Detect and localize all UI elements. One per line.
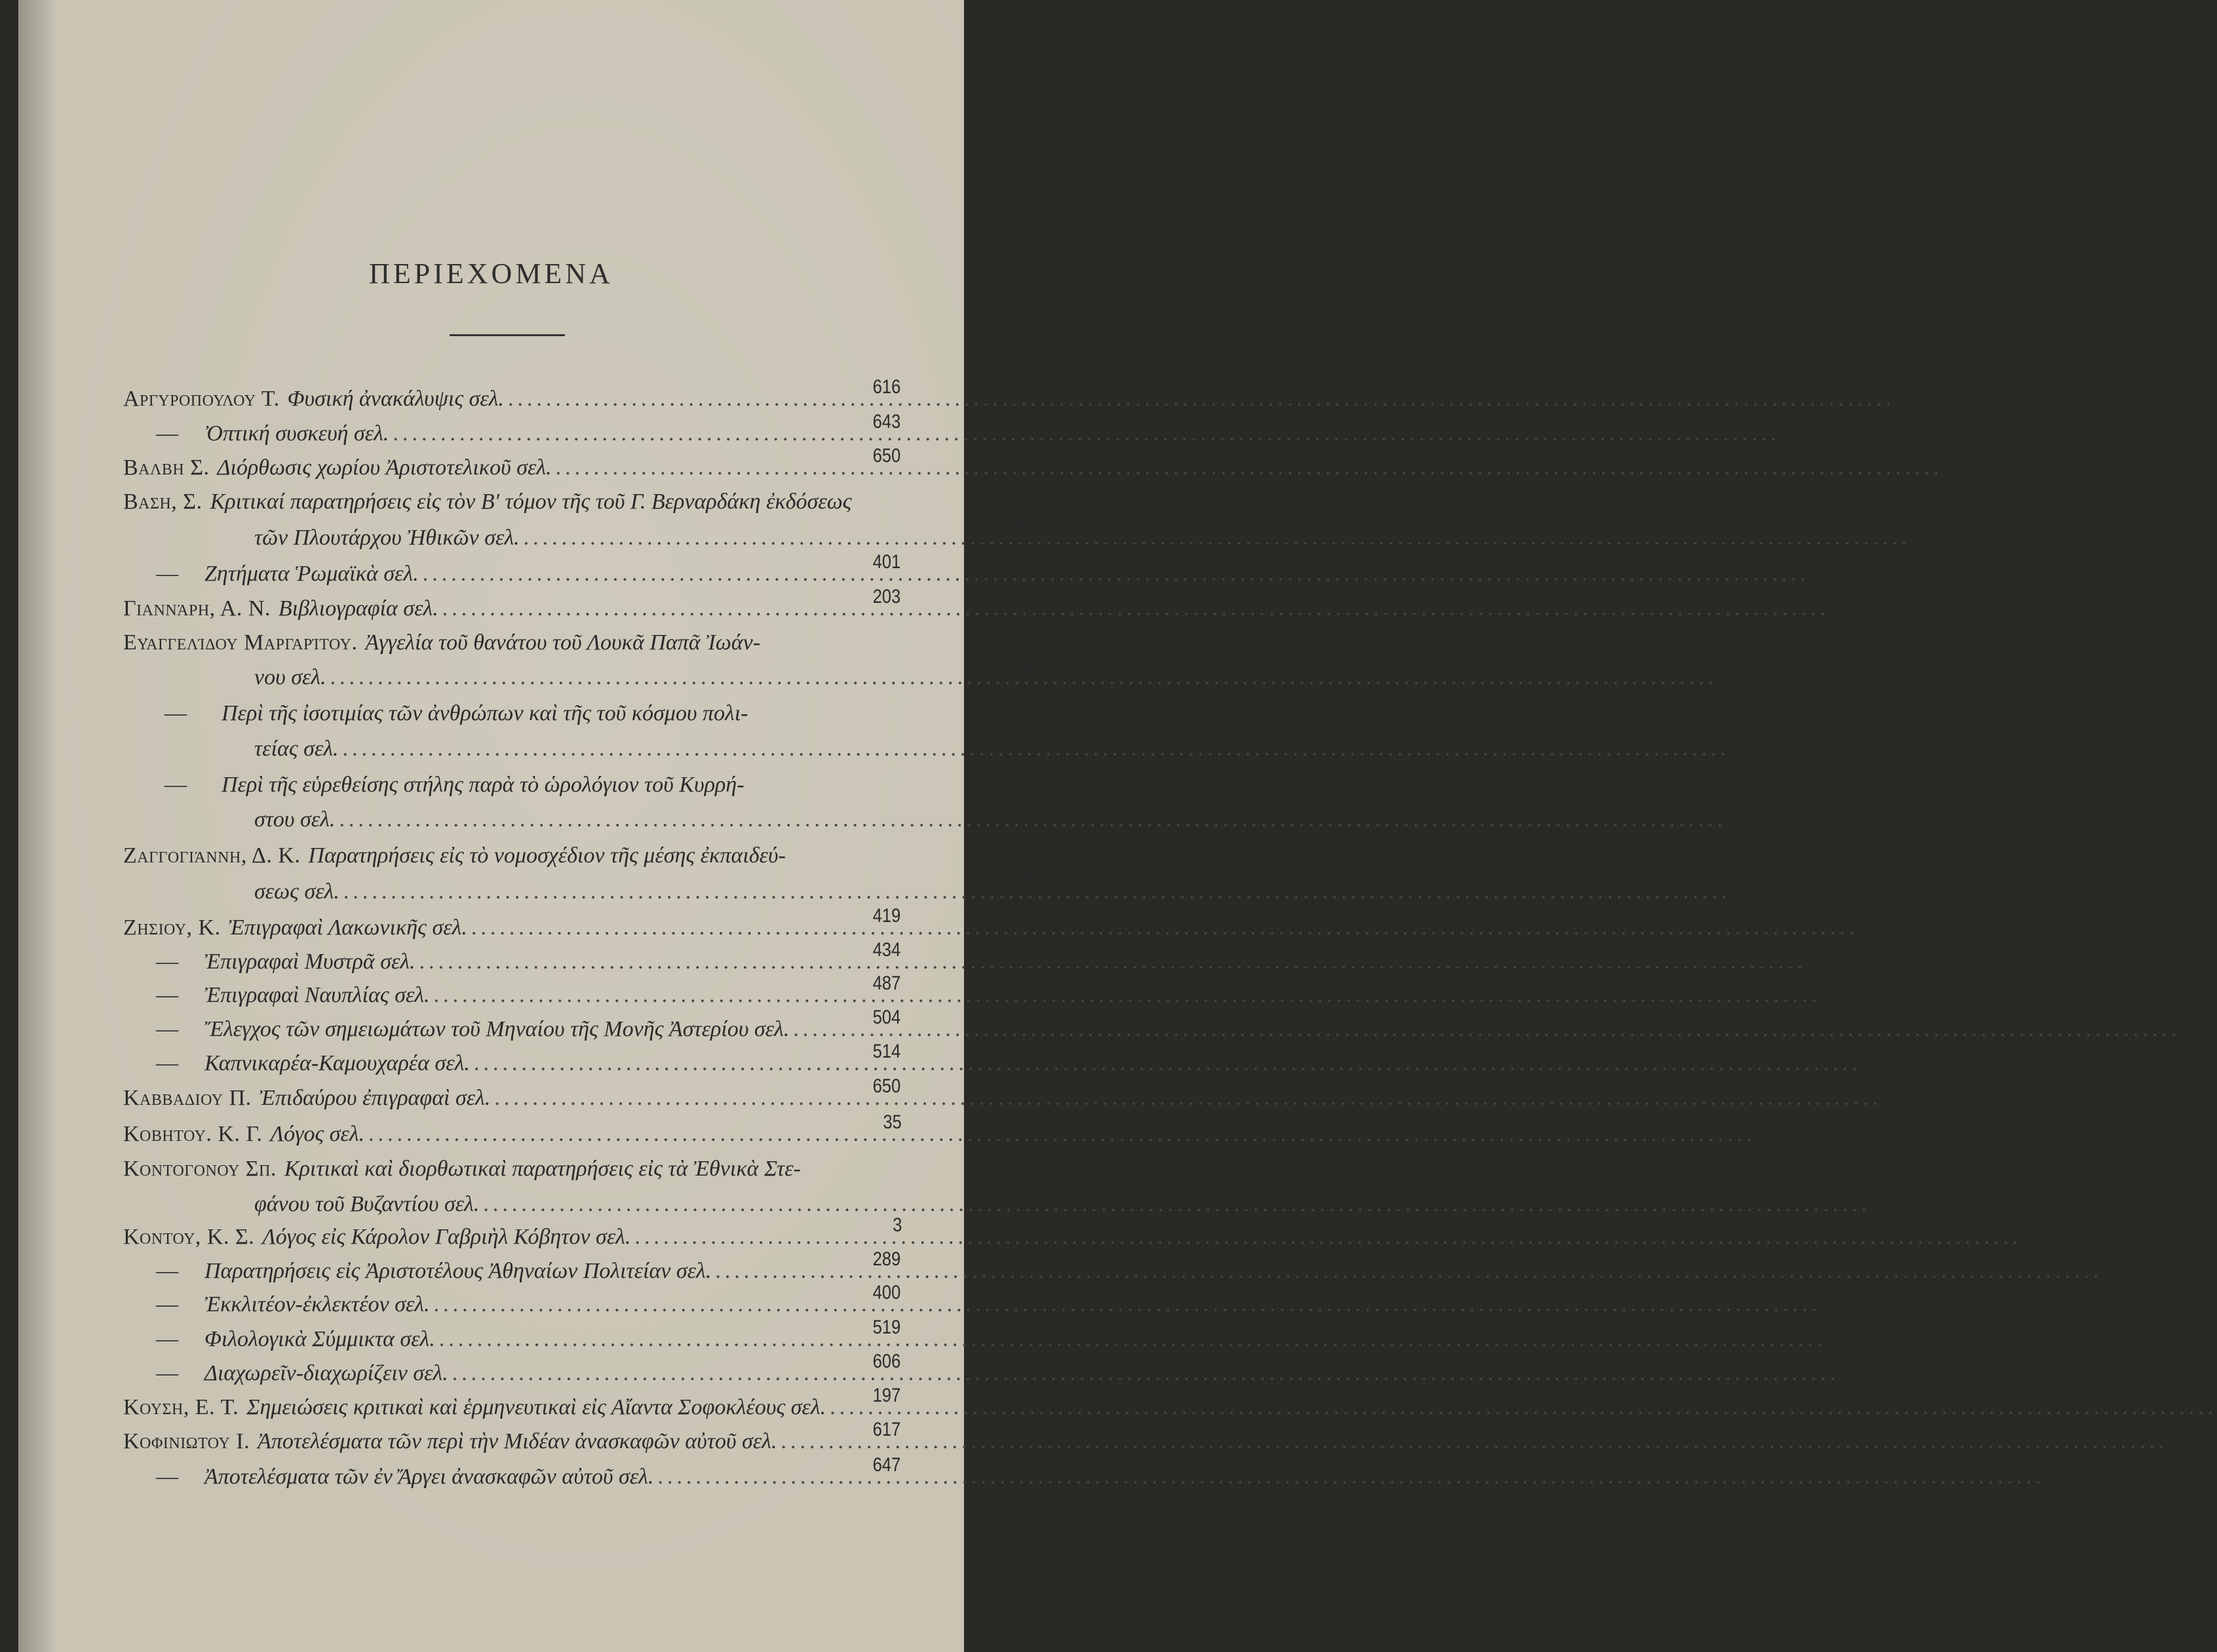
toc-entry xyxy=(123,1181,1032,1221)
leader-dots xyxy=(439,1322,1826,1356)
toc-entry xyxy=(123,726,1032,766)
entry-author: Κοντου, Κ. Σ. xyxy=(123,1225,255,1249)
leader-dots xyxy=(524,521,1911,555)
toc-entry xyxy=(123,626,877,660)
leader-dots xyxy=(634,1220,2022,1254)
entry-author: Βαλβη Σ. xyxy=(123,455,210,480)
entry-page-number: 650 xyxy=(872,445,901,467)
entry-page-number: 606 xyxy=(872,1351,901,1372)
entry-title: Ἐπιγραφαὶ Λακωνικῆς σελ. xyxy=(228,915,467,940)
entry-page-number: 662 xyxy=(1003,797,1032,818)
entry-title: Ἀγγελία τοῦ θανάτου τοῦ Λουκᾶ Παπᾶ Ἰωάν- xyxy=(365,630,761,655)
leader-dots xyxy=(781,1425,2169,1459)
leader-dots xyxy=(423,557,1810,591)
toc-entry xyxy=(123,768,877,802)
entry-page-number: 203 xyxy=(872,586,901,607)
entry-page-number: 400 xyxy=(872,1282,901,1303)
leader-dots xyxy=(442,592,1830,626)
entry-author: Καββαδιου Π. xyxy=(123,1086,252,1110)
entry-page-number: 419 xyxy=(872,905,901,927)
entry-author: Κοβητου. Κ. Γ. xyxy=(123,1122,263,1146)
leader-dots xyxy=(658,1460,2045,1494)
entry-title: Καπνικαρέα-Καμουχαρέα σελ. xyxy=(204,1051,470,1075)
entry-title: Περὶ τῆς εὑρεθείσης στήλης παρὰ τὸ ὡρολόγιον τοῦ Κυρρή- xyxy=(222,773,744,797)
ditto-dash: — xyxy=(164,701,187,725)
entry-title: Διόρθωσις χωρίου Ἀριστοτελικοῦ σελ. xyxy=(217,455,552,480)
entry-title: Κριτικαὶ καὶ διορθωτικαὶ παρατηρήσεις εἰς τὰ Ἐθνικὰ Στε- xyxy=(284,1157,801,1181)
leader-dots xyxy=(434,978,1821,1012)
toc-entry xyxy=(123,797,1032,837)
entry-title: Ἐπιδαύρου ἐπιγραφαὶ σελ. xyxy=(259,1086,491,1110)
toc-entry xyxy=(123,1007,901,1047)
ditto-dash: — xyxy=(156,1051,178,1075)
entry-title: τείας σελ. xyxy=(254,737,339,761)
ditto-dash: — xyxy=(156,1361,178,1385)
ditto-dash: — xyxy=(156,983,178,1007)
toc-entry xyxy=(123,1282,901,1322)
ditto-dash: — xyxy=(156,1327,178,1351)
toc-entry xyxy=(123,1111,902,1151)
ditto-dash: — xyxy=(156,950,178,974)
leader-dots xyxy=(339,803,1726,837)
entry-page-number: 647 xyxy=(1003,726,1032,748)
leader-dots xyxy=(715,1254,2102,1288)
leader-dots xyxy=(393,417,1780,451)
entry-page-number: 3 xyxy=(893,1214,902,1236)
leader-dots xyxy=(368,1117,1756,1151)
ditto-dash: — xyxy=(156,421,178,446)
toc-entry xyxy=(123,1351,901,1391)
entry-author: Ζαγγογιάννη, Δ. Κ. xyxy=(123,843,301,868)
toc-entry xyxy=(123,485,877,519)
toc-entry xyxy=(123,972,901,1012)
toc-entry xyxy=(123,1385,901,1425)
entry-title: Σημειώσεις κριτικαὶ καὶ ἑρμηνευτικαὶ εἰς Αἴαντα Σοφοκλέους σελ. xyxy=(246,1395,826,1419)
leader-dots xyxy=(793,1012,2180,1047)
entry-title: Ἔλεγχος τῶν σημειωμάτων τοῦ Μηναίου τῆς Μονῆς Ἀστερίου σελ. xyxy=(204,1017,790,1041)
page-heading: ΠΕΡΙΕΧΟΜΕΝΑ xyxy=(369,258,613,290)
entry-title: Ἐπιγραφαὶ Ναυπλίας σελ. xyxy=(204,983,430,1007)
entry-title: φάνου τοῦ Βυζαντίου σελ. xyxy=(254,1192,480,1216)
ditto-dash: — xyxy=(156,562,178,586)
leader-dots xyxy=(483,1187,1870,1221)
entry-author: Κοντογονου Σπ. xyxy=(123,1157,277,1181)
leader-dots xyxy=(343,875,1731,909)
entry-title: Ἐπιγραφαὶ Μυστρᾶ σελ. xyxy=(204,950,415,974)
entry-author: Βαση, Σ. xyxy=(123,490,202,514)
leader-dots xyxy=(556,451,1943,485)
ditto-dash: — xyxy=(156,1465,178,1489)
ditto-dash: — xyxy=(164,773,187,797)
entry-page-number: 519 xyxy=(872,1316,901,1338)
entry-title: Παρατηρήσεις εἰς Ἀριστοτέλους Ἀθηναίων Πολιτείαν σελ. xyxy=(204,1259,712,1283)
entry-title: Ὀπτική συσκευή σελ. xyxy=(204,421,389,446)
entry-title: τῶν Πλουτάρχου Ἠθικῶν σελ. xyxy=(254,526,520,550)
entry-author: Ζησιου, Κ. xyxy=(123,915,221,940)
entry-page-number: 197 xyxy=(872,1385,901,1406)
toc-entry xyxy=(123,376,901,416)
toc-entry xyxy=(123,1214,902,1254)
book-page xyxy=(18,0,1033,1652)
toc-entry xyxy=(123,1152,877,1186)
entry-page-number: 647 xyxy=(872,1454,901,1476)
toc-entry xyxy=(123,1419,901,1459)
entry-title: Ἐκκλιτέον-ἐκλεκτέον σελ. xyxy=(204,1292,430,1316)
leader-dots xyxy=(830,1391,2217,1425)
entry-page-number: 629 xyxy=(1003,655,1032,676)
entry-author: Κουση, Ε. Τ. xyxy=(123,1395,239,1419)
toc-entry xyxy=(123,939,901,979)
entry-title: Ζητήματα Ῥωμαϊκὰ σελ. xyxy=(204,562,419,586)
entry-title: Περὶ τῆς ἰσοτιμίας τῶν ἀνθρώπων καὶ τῆς τοῦ κόσμου πολι- xyxy=(222,701,748,725)
ditto-dash: — xyxy=(156,1259,178,1283)
entry-page-number: 616 xyxy=(872,376,901,398)
toc-entry xyxy=(123,445,901,485)
entry-title: Φιλολογικὰ Σύμμικτα σελ. xyxy=(204,1327,435,1351)
toc-entry xyxy=(123,697,877,731)
entry-page-number: 434 xyxy=(872,939,901,961)
table-of-contents xyxy=(123,0,1033,1652)
leader-dots xyxy=(343,732,1730,766)
entry-title: Ἀποτελέσματα τῶν περὶ τὴν Μιδέαν ἀνασκαφῶν αὐτοῦ σελ. xyxy=(258,1429,777,1453)
toc-entry xyxy=(123,839,877,873)
leader-dots xyxy=(434,1288,1821,1322)
toc-entry xyxy=(123,551,901,591)
entry-title: νου σελ. xyxy=(254,665,326,689)
entry-page-number: 617 xyxy=(872,1419,901,1440)
entry-title: Διαχωρεῖν-διαχωρίζειν σελ. xyxy=(204,1361,448,1385)
leader-dots xyxy=(471,911,1859,945)
entry-page-number: 643 xyxy=(872,411,901,432)
leader-dots xyxy=(508,382,1895,416)
leader-dots xyxy=(474,1047,1861,1081)
entry-title: στου σελ. xyxy=(254,807,336,832)
entry-page-number: 289 xyxy=(872,1248,901,1270)
toc-entry xyxy=(123,586,901,626)
toc-entry xyxy=(123,1454,901,1494)
entry-author: Αργυροπουλου Τ. xyxy=(123,387,280,411)
entry-page-number: 35 xyxy=(883,1111,902,1133)
toc-entry xyxy=(123,905,901,945)
leader-dots xyxy=(494,1081,1881,1115)
entry-page-number: 401 xyxy=(872,551,901,573)
entry-page-number: 504 xyxy=(872,1007,901,1028)
entry-title: Λόγος εἰς Κάρολον Γαβριὴλ Κόβητον σελ. xyxy=(262,1225,631,1249)
ditto-dash: — xyxy=(156,1017,178,1041)
entry-page-number: 514 xyxy=(872,1041,901,1062)
leader-dots xyxy=(452,1356,1840,1391)
toc-entry xyxy=(123,655,1032,695)
entry-title: Ἀποτελέσματα τῶν ἐν Ἄργει ἀνασκαφῶν αὐτοῦ σελ. xyxy=(204,1465,654,1489)
entry-page-number: 39 xyxy=(1014,869,1033,891)
entry-page-number: 650 xyxy=(872,1075,901,1097)
toc-entry xyxy=(123,1041,901,1081)
entry-page-number: 625 xyxy=(1003,1181,1032,1203)
entry-author: Γιαννάρη, Α. Ν. xyxy=(123,596,271,621)
toc-entry xyxy=(123,411,901,451)
entry-page-number: 270.408 xyxy=(968,515,1029,537)
leader-dots xyxy=(419,945,1807,979)
entry-title: σεως σελ. xyxy=(254,879,339,904)
entry-title: Λόγος σελ. xyxy=(270,1122,365,1146)
entry-title: Κριτικαί παρατηρήσεις εἰς τὸν Β′ τόμον τῆς τοῦ Γ. Βερναρδάκη ἐκδόσεως xyxy=(210,490,852,514)
toc-entry xyxy=(123,1316,901,1356)
entry-title: Φυσική ἀνακάλυψις σελ. xyxy=(287,387,505,411)
entry-title: Παρατηρήσεις εἰς τὸ νομοσχέδιον τῆς μέσης ἐκπαιδεύ- xyxy=(308,843,786,868)
ditto-dash: — xyxy=(156,1292,178,1316)
entry-author: Εὐαγγελίδου Μαργαρίτου. xyxy=(123,630,358,655)
entry-title: Βιβλιογραφία σελ. xyxy=(278,596,438,621)
entry-author: Κοφινιωτου Ι. xyxy=(123,1429,250,1453)
entry-page-number: 487 xyxy=(872,972,901,994)
toc-entry xyxy=(123,1248,901,1288)
toc-entry xyxy=(123,1075,901,1115)
